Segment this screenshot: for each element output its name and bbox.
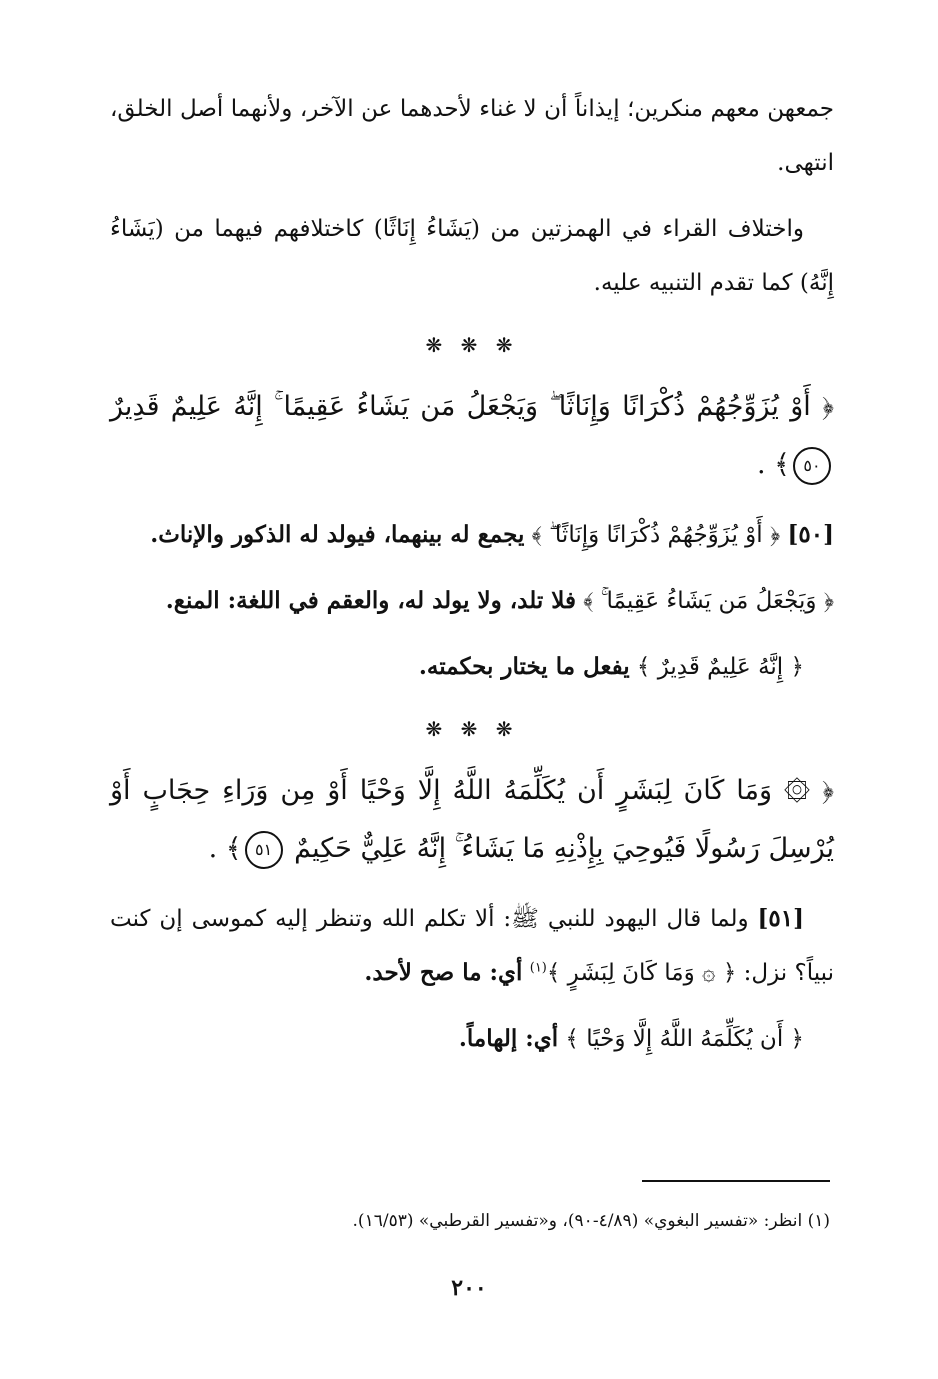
footnote-divider — [642, 1180, 830, 1182]
verse-number-badge: ٥٠ — [793, 447, 831, 485]
page-body — [110, 82, 834, 1078]
tafsir-51: [٥١] ولما قال اليهود للنبي ﷺ: ألا تكلم الله وتنظر إليه كموسى إن كنت نبياً؟ نزل: ﴿ ۞ وَمَا كَانَ لِبَشَرٍ ﴾$^{(١)}$ أي: ما صح لأحد. — [110, 905, 834, 986]
paragraph-1: جمعهن معهم منكرين؛ إيذاناً أن لا غناء لأحدهما عن الآخر، ولأنهما أصل الخلق، انتهى. — [110, 96, 834, 176]
tafsir-50-b: ﴿ وَيَجْعَلُ مَن يَشَاءُ عَقِيمًا ۚ ﴾ فلا تلد، ولا يولد له، والعقم في اللغة: المنع. — [165, 587, 834, 614]
tafsir-51-b: ﴿ أَن يُكَلِّمَهُ اللَّهُ إِلَّا وَحْيًا ﴾ أي: إلهاماً. — [458, 1025, 804, 1052]
page-number: ٢٠٠ — [451, 1275, 487, 1301]
footnote — [150, 1206, 830, 1236]
quran-verse-50: ﴿ أَوْ يُزَوِّجُهُمْ ذُكْرَانًا وَإِنَاثًا ۖ وَيَجْعَلُ مَن يَشَاءُ عَقِيمًا ۚ إِنَّهُ عَلِيمٌ قَدِيرٌ ٥٠﴾ . — [110, 378, 834, 494]
verse-number-badge: ٥١ — [245, 831, 283, 869]
section-separator: ❋ ❋ ❋ — [425, 717, 519, 741]
footnote-text: انظر: «تفسير البغوي» (٤/٨٩-٩٠)، و«تفسير القرطبي» (١٦/٥٣). — [352, 1211, 803, 1231]
footnote-number: (١) — [807, 1211, 830, 1231]
tafsir-50: [٥٠] ﴿ أَوْ يُزَوِّجُهُمْ ذُكْرَانًا وَإِنَاثًا ۖ ﴾ يجمع له بينهما، فيولد له الذكور والإناث. — [150, 521, 834, 548]
section-separator: ❋ ❋ ❋ — [425, 333, 519, 357]
footnote-reference[interactable]: (١) — [529, 960, 547, 976]
quran-verse-51: ﴿ ۞ وَمَا كَانَ لِبَشَرٍ أَن يُكَلِّمَهُ اللَّهُ إِلَّا وَحْيًا أَوْ مِن وَرَاءِ حِجَابٍ أَوْ يُرْسِلَ رَسُولًا فَيُوحِيَ بِإِذْنِهِ مَا يَشَاءُ ۚ إِنَّهُ عَلِيٌّ حَكِيمٌ ٥١﴾ . — [110, 762, 834, 878]
tafsir-50-c: ﴿ إِنَّهُ عَلِيمٌ قَدِيرٌ ﴾ يفعل ما يختار بحكمته. — [418, 653, 804, 680]
paragraph-2: واختلاف القراء في الهمزتين من (يَشَاءُ إِنَاثًا) كاختلافهم فيهما من (يَشَاءُ إِنَّهُ) كما تقدم التنبيه عليه. — [110, 216, 834, 296]
